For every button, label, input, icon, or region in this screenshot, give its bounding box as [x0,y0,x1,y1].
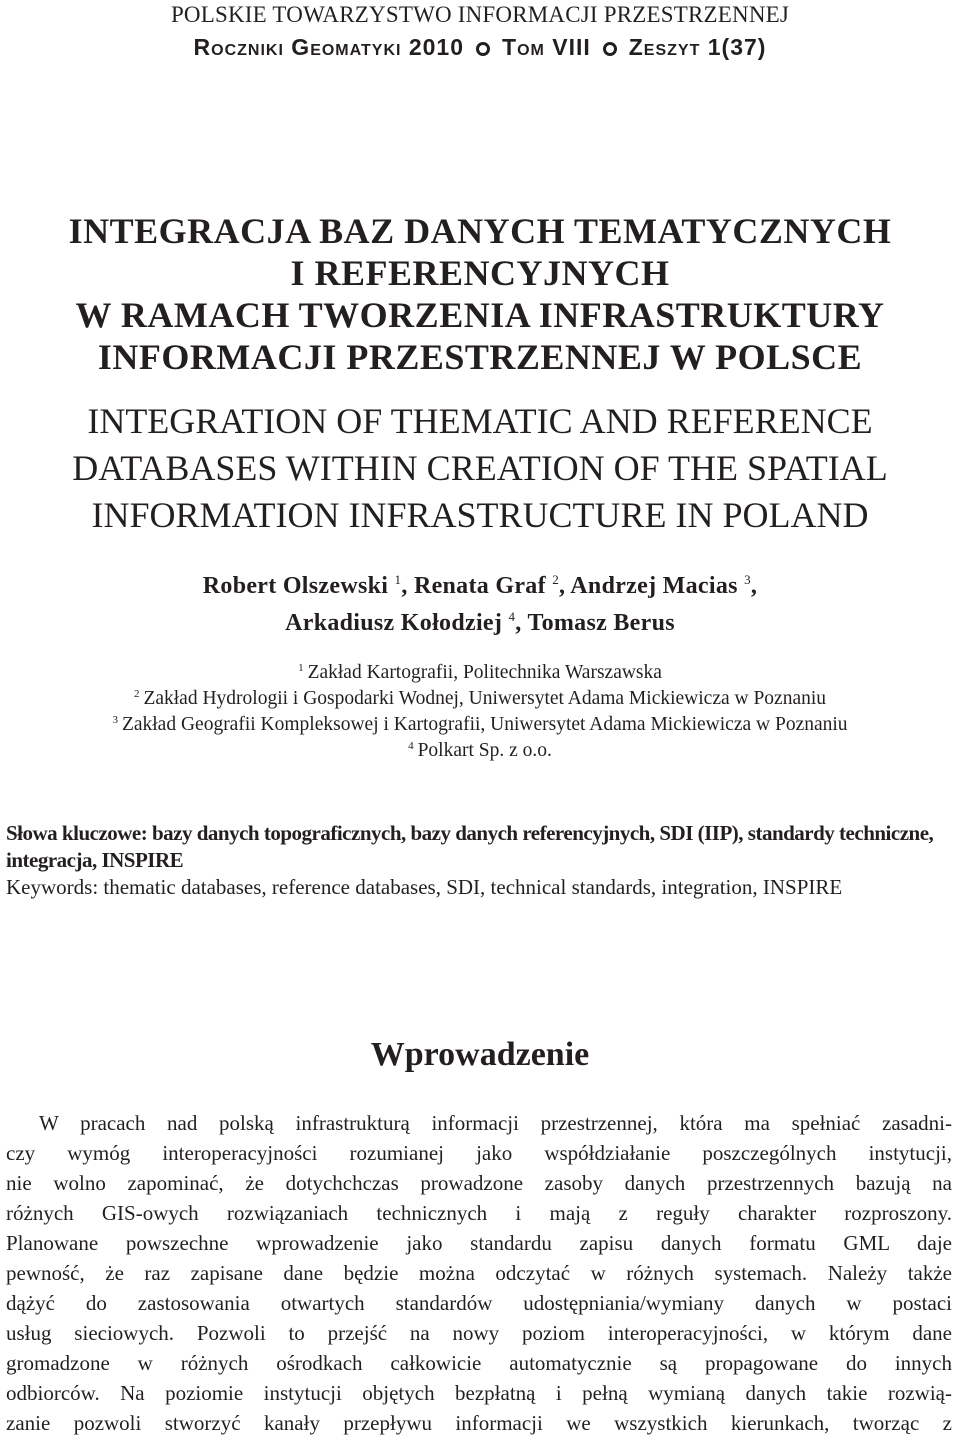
body-line: W pracach nad polską infrastrukturą informacji przestrzennej, która ma spełniać zasadni- [39,1111,952,1135]
affiliation-text: Zakład Geografii Kompleksowej i Kartografii, Uniwersytet Adama Mickiewicza w Poznaniu [121,714,848,735]
affiliation-item [0,660,960,686]
body-line: odbiorców. Na poziomie instytucji objętych bezpłatną i pełną wymianą danych takie rozwią- [6,1381,952,1405]
author-sup: 3 [744,572,751,587]
title-pl-line: INTEGRACJA BAZ DANYCH TEMATYCZNYCH [68,211,892,251]
affiliation-sup: 2 [133,688,140,700]
bullet-icon [603,42,617,56]
keywords-english: Keywords: thematic databases, reference databases, SDI, technical standards, integration, INSPIRE [6,875,843,899]
author-name: Renata Graf [413,573,546,599]
body-line: pewność, że raz zapisane dane będzie można odczytać w różnych systemach. Należy także [6,1261,952,1285]
affiliation-sup: 3 [112,714,118,726]
affiliation-item [0,686,960,712]
journal-name: Roczniki Geomatyki 2010 [193,34,465,60]
author-name: Robert Olszewski [202,573,389,599]
keywords-polish: Słowa kluczowe: bazy danych topograficznych, bazy danych referencyjnych, SDI (IIP), standardy techniczne, integracja, INSPIRE [6,821,934,872]
body-line: gromadzone w różnych ośrodkach całkowicie automatycznie są propagowane do innych [6,1351,952,1375]
author-sup: 4 [508,609,516,624]
body-line: czy wymóg interoperacyjności rozumianej jako współdziałanie poszczególnych instytucji, [6,1141,952,1165]
journal-issue: Zeszyt 1(37) [628,34,767,60]
bullet-icon [476,42,490,56]
author-sup: 2 [552,572,560,587]
author-name: Andrzej Macias [570,573,738,599]
title-en-line: INFORMATION INFRASTRUCTURE IN POLAND [91,495,869,535]
journal-header [0,34,960,61]
affiliation-text: Zakład Kartografii, Politechnika Warszawska [307,662,662,683]
body-line: nie wolno zapominać, że dotychchczas prowadzone zasoby danych przestrzennych bazują na [6,1171,952,1195]
title-pl-line: W RAMACH TWORZENIA INFRASTRUKTURY [75,295,885,335]
title-polish [0,210,960,378]
journal-volume: Tom VIII [502,34,591,60]
body-line: różnych GIS-owych rozwiązaniach technicznych i mają z reguły charakter rozproszony. [6,1201,952,1225]
affiliations [0,660,960,764]
body-paragraph [6,1108,952,1438]
title-english [0,398,960,539]
keywords-block [6,820,950,901]
author-name: Tomasz Berus [527,610,675,636]
affiliation-item [0,712,960,738]
title-en-line: INTEGRATION OF THEMATIC AND REFERENCE [87,401,873,441]
body-line: dążyć do zastosowania otwartych standardów udostępniania/wymiany danych w postaci [6,1291,952,1315]
affiliation-text: Zakład Hydrologii i Gospodarki Wodnej, Uniwersytet Adama Mickiewicza w Poznaniu [143,688,827,709]
affiliation-item [0,738,960,764]
affiliation-text: Polkart Sp. z o.o. [417,740,552,761]
body-line: usług sieciowych. Pozwoli to przejść na nowy poziom interoperacyjności, w którym dane [6,1321,952,1345]
affiliation-sup: 4 [408,740,414,752]
author-sup: 1 [394,572,402,587]
body-line: zanie pozwoli stworzyć kanały przepływu informacji we wszystkich kierunkach, tworząc z [6,1411,952,1435]
author-list [0,568,960,642]
author-line: Arkadiusz Kołodziej $^4$, Tomasz Berus [285,609,675,636]
title-pl-line: INFORMACJI PRZESTRZENNEJ W POLSCE [97,337,863,377]
body-line: Planowane powszechne wprowadzenie jako standardu zapisu danych formatu GML daje [6,1231,952,1255]
society-name: POLSKIE TOWARZYSTWO INFORMACJI PRZESTRZENNEJ [170,2,790,27]
section-heading: Wprowadzenie [370,1036,590,1073]
author-name: Arkadiusz Kołodziej [285,610,503,636]
affiliation-sup: 1 [298,662,304,674]
title-pl-line: I REFERENCYJNYCH [290,253,670,293]
title-en-line: DATABASES WITHIN CREATION OF THE SPATIAL [72,448,888,488]
author-line: Robert Olszewski $^1$, Renata Graf $^2$, Andrzej Macias $^3$, [202,572,758,599]
